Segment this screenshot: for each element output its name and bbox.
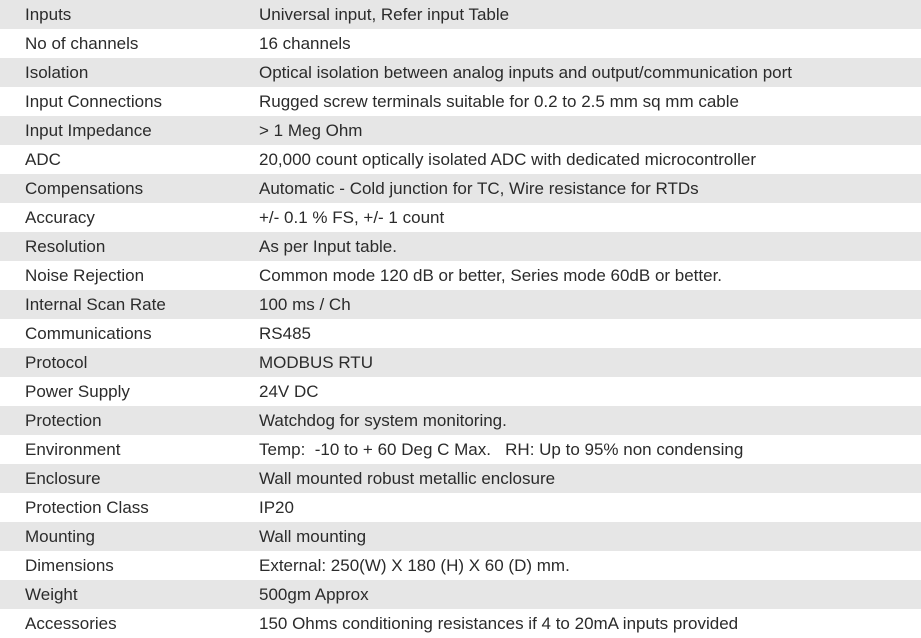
spec-row-input-impedance [0,116,921,145]
spec-value: Watchdog for system monitoring. [259,406,921,435]
spec-row-enclosure [0,464,921,493]
spec-row-power-supply [0,377,921,406]
spec-value: > 1 Meg Ohm [259,116,921,145]
spec-row-isolation [0,58,921,87]
spec-label: Input Connections [0,87,259,116]
spec-row-protocol [0,348,921,377]
spec-row-weight [0,580,921,609]
spec-row-resolution [0,232,921,261]
spec-value: Universal input, Refer input Table [259,0,921,29]
spec-row-communications [0,319,921,348]
spec-label: Protection [0,406,259,435]
spec-label: Compensations [0,174,259,203]
spec-label: No of channels [0,29,259,58]
spec-row-adc [0,145,921,174]
spec-row-dimensions [0,551,921,580]
spec-value: As per Input table. [259,232,921,261]
spec-label: Protocol [0,348,259,377]
spec-label: Isolation [0,58,259,87]
spec-row-inputs [0,0,921,29]
spec-label: Accuracy [0,203,259,232]
spec-value: +/- 0.1 % FS, +/- 1 count [259,203,921,232]
spec-row-channels [0,29,921,58]
spec-label: ADC [0,145,259,174]
spec-row-accessories [0,609,921,638]
spec-value: RS485 [259,319,921,348]
spec-row-environment [0,435,921,464]
spec-label: Inputs [0,0,259,29]
spec-value: IP20 [259,493,921,522]
spec-row-accuracy [0,203,921,232]
spec-label: Noise Rejection [0,261,259,290]
spec-value: MODBUS RTU [259,348,921,377]
spec-value: Common mode 120 dB or better, Series mode 60dB or better. [259,261,921,290]
spec-value: 150 Ohms conditioning resistances if 4 to 20mA inputs provided [259,609,921,638]
spec-row-protection-class [0,493,921,522]
spec-row-mounting [0,522,921,551]
spec-value: Rugged screw terminals suitable for 0.2 to 2.5 mm sq mm cable [259,87,921,116]
spec-label: Environment [0,435,259,464]
spec-value: 20,000 count optically isolated ADC with dedicated microcontroller [259,145,921,174]
spec-value: Wall mounting [259,522,921,551]
spec-value: 100 ms / Ch [259,290,921,319]
spec-label: Power Supply [0,377,259,406]
spec-label: Accessories [0,609,259,638]
spec-label: Mounting [0,522,259,551]
spec-label: Input Impedance [0,116,259,145]
spec-label: Internal Scan Rate [0,290,259,319]
spec-row-compensations [0,174,921,203]
spec-row-protection [0,406,921,435]
spec-label: Dimensions [0,551,259,580]
spec-value: 500gm Approx [259,580,921,609]
spec-label: Resolution [0,232,259,261]
spec-row-scan-rate [0,290,921,319]
spec-label: Communications [0,319,259,348]
spec-label: Protection Class [0,493,259,522]
spec-value: Wall mounted robust metallic enclosure [259,464,921,493]
spec-label: Weight [0,580,259,609]
spec-row-noise-rejection [0,261,921,290]
spec-value: 24V DC [259,377,921,406]
spec-value: Optical isolation between analog inputs and output/communication port [259,58,921,87]
spec-value: External: 250(W) X 180 (H) X 60 (D) mm. [259,551,921,580]
spec-value: 16 channels [259,29,921,58]
spec-row-input-connections [0,87,921,116]
spec-label: Enclosure [0,464,259,493]
spec-value: Automatic - Cold junction for TC, Wire resistance for RTDs [259,174,921,203]
spec-value: Temp: -10 to + 60 Deg C Max. RH: Up to 95% non condensing [259,435,921,464]
